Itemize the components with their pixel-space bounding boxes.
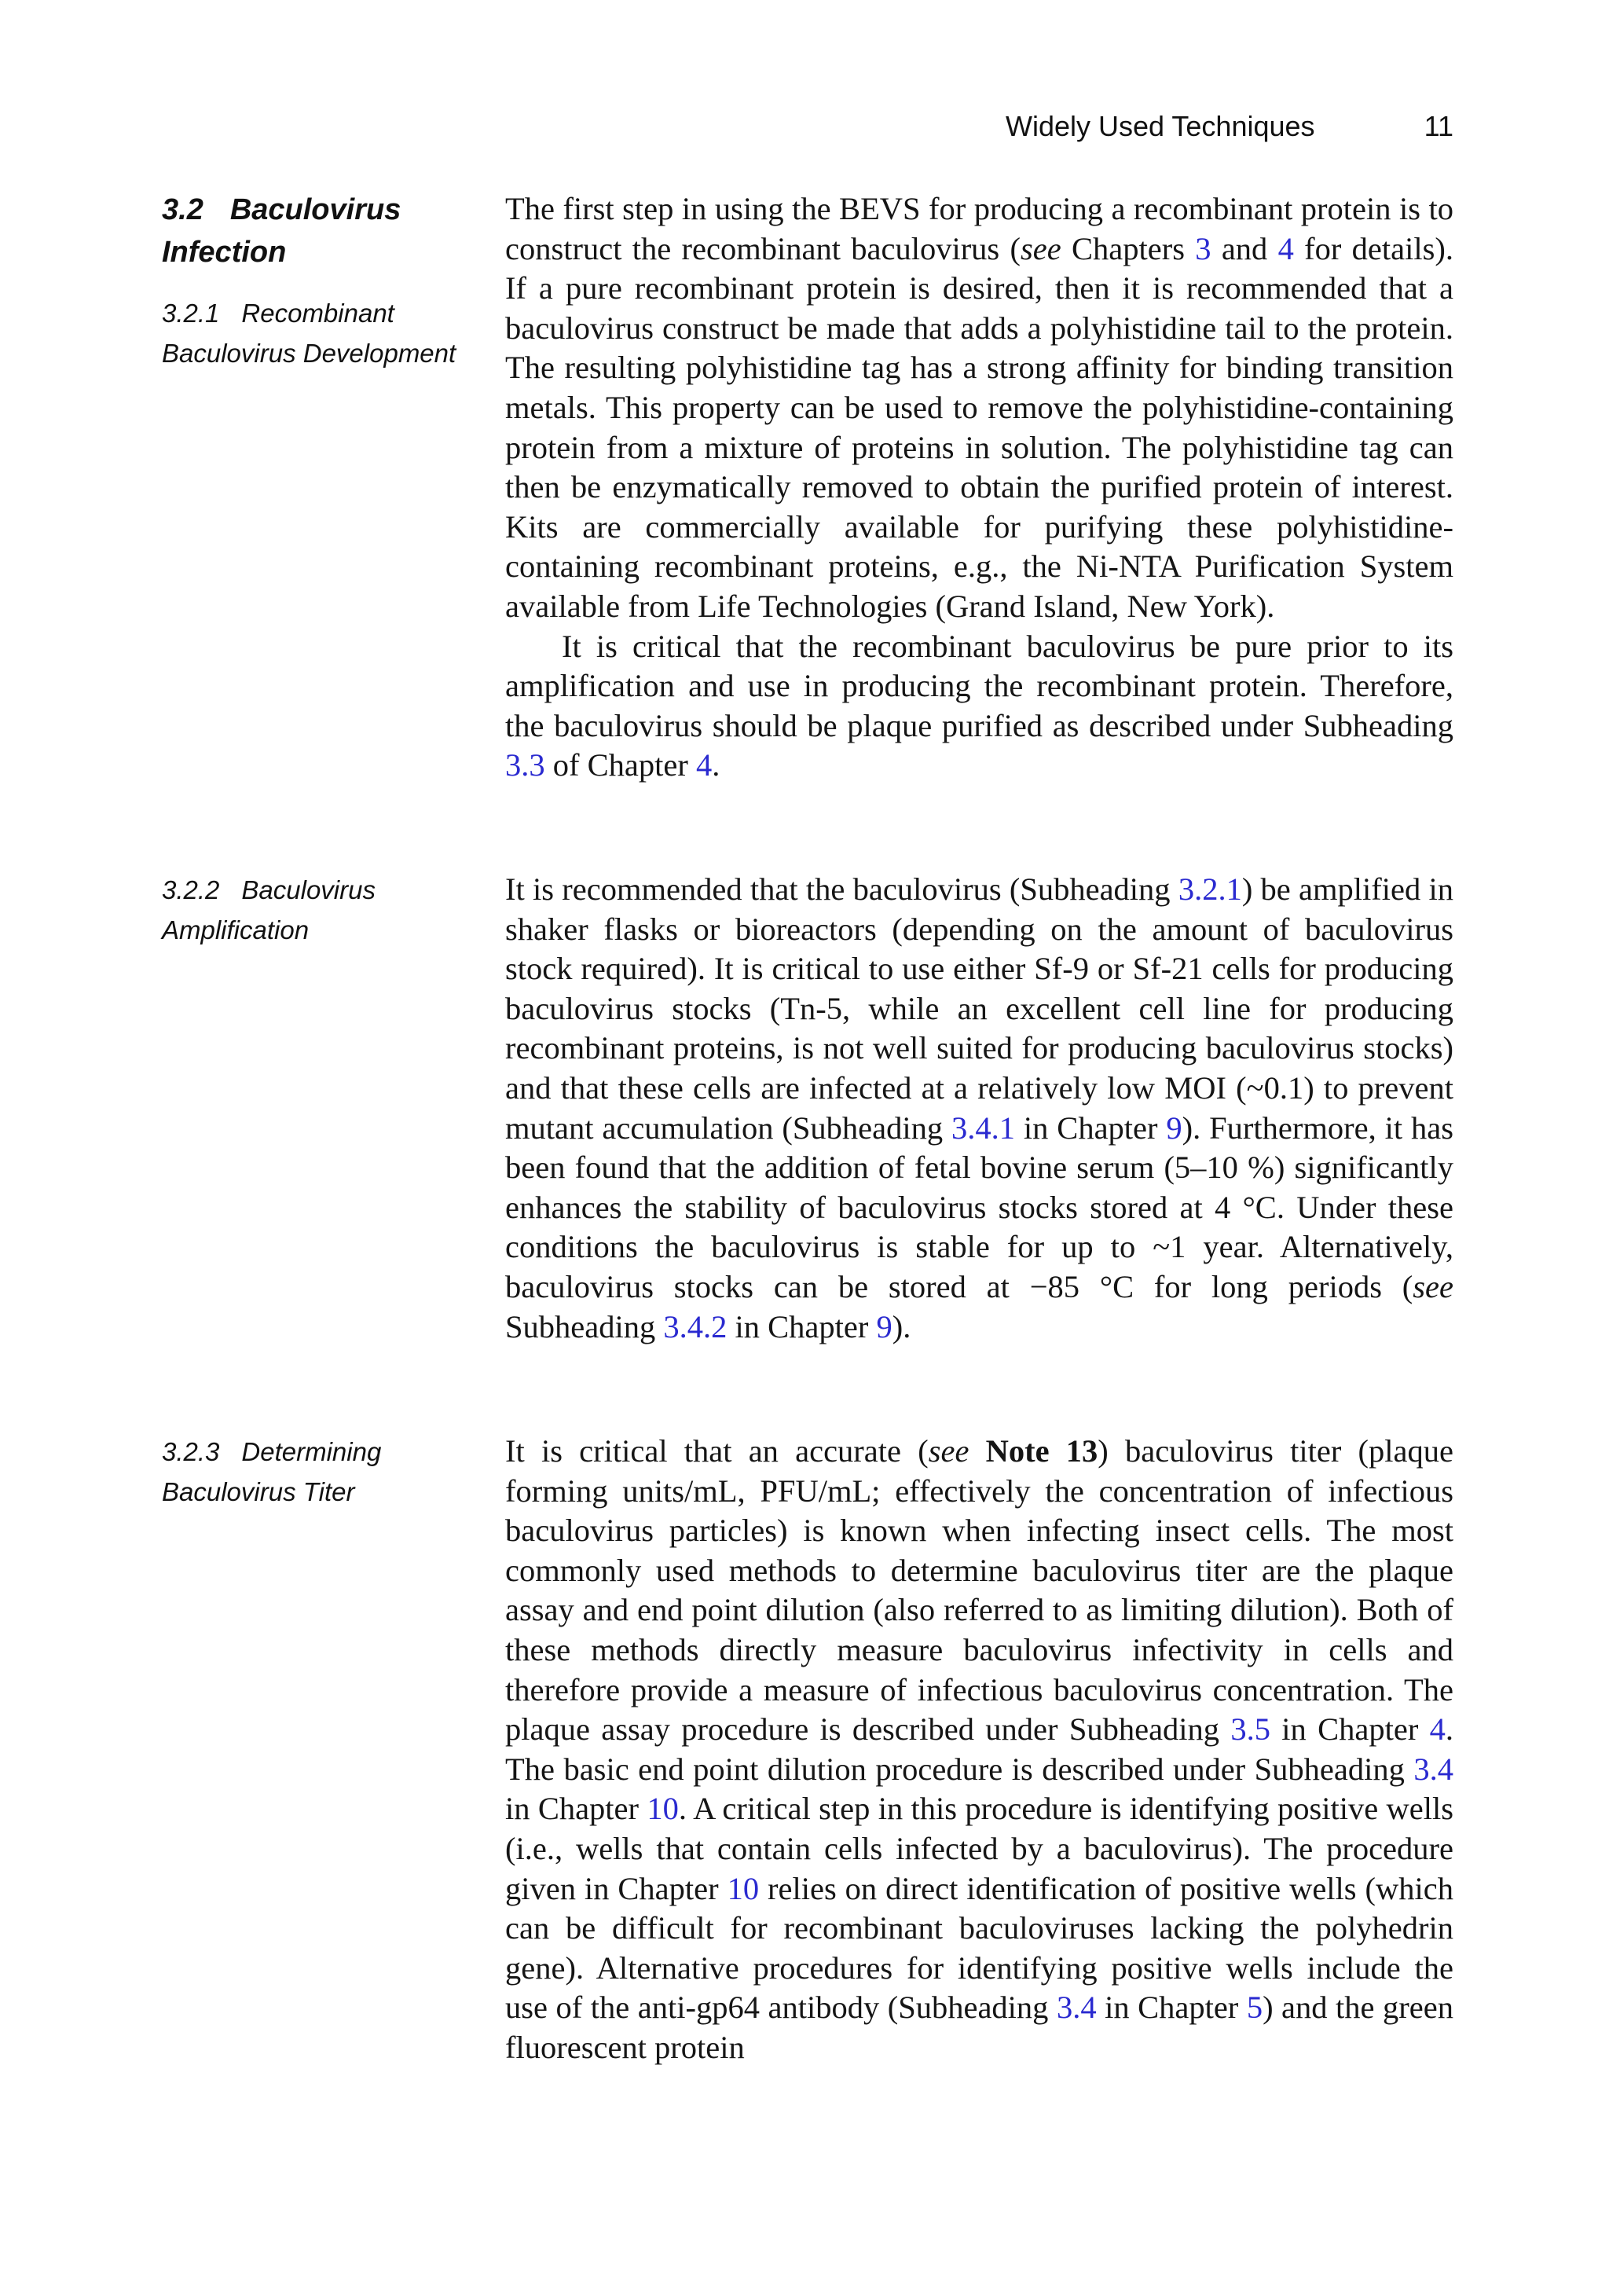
text-run: ). Furthermore, it has been found that the addition of fetal bovine serum (5–10 %) significantly enhances the stability of baculovirus stocks stored at 4 °C. Under these conditions the baculovirus is stable for up to ~1 year. Alternatively, baculovirus stocks can be stored at −85 °C for long periods ( xyxy=(505,1109,1453,1304)
heading-number: 3.2.2 xyxy=(162,875,220,904)
text-run: Subheading xyxy=(505,1308,664,1344)
page-number: 11 xyxy=(1424,110,1453,142)
text-run: . The basic end point dilution procedure is described under Subheading xyxy=(505,1711,1453,1787)
see-reference: see xyxy=(928,1433,969,1469)
subheading-link[interactable]: 3.4 xyxy=(1056,1990,1097,2026)
paragraph xyxy=(505,627,1453,786)
text-run: It is critical that the recombinant baculovirus be pure prior to its amplification and use in producing the recombinant protein. Therefore, the baculovirus should be plaque purified as described under Subheading xyxy=(505,628,1453,743)
heading-number: 3.2.1 xyxy=(162,299,220,328)
heading-3-2-2 xyxy=(162,870,460,950)
text-run: for details). If a pure recombinant protein is desired, then it is recommended that a baculovirus construct be made that adds a polyhistidine tail to the protein. The resulting polyhistidine tag has a strong affinity for binding transition metals. This property can be used to remove the polyhistidine-containing protein from a mixture of proteins in solution. The polyhistidine tag can then be enzymatically removed to obtain the purified protein of interest. Kits are commercially available for purifying these polyhistidine-containing recombinant proteins, e.g., the Ni-NTA Purification System available from Life Technologies (Grand Island, New York). xyxy=(505,230,1453,624)
heading-3-2 xyxy=(162,189,460,273)
text-run: in Chapter xyxy=(727,1308,877,1344)
note-reference[interactable]: Note 13 xyxy=(985,1433,1098,1469)
text-run: Chapters xyxy=(1061,230,1196,266)
text-run: relies on direct identification of positive wells (which can be difficult for recombinant baculoviruses lacking the polyhedrin gene). Alternative procedures for identifying positive wells include the use of the anti-gp64 antibody (Subheading xyxy=(505,1870,1453,2026)
chapter-link[interactable]: 10 xyxy=(647,1791,679,1827)
heading-title-cont: Baculovirus Titer xyxy=(162,1477,355,1506)
chapter-link[interactable]: 4 xyxy=(1277,230,1294,266)
chapter-link[interactable]: 4 xyxy=(1429,1711,1446,1748)
heading-title: Recombinant xyxy=(241,299,394,328)
chapter-link[interactable]: 9 xyxy=(1166,1109,1182,1146)
heading-title: Baculovirus xyxy=(229,193,401,226)
chapter-link[interactable]: 5 xyxy=(1246,1990,1263,2026)
text-run: ) baculovirus titer (plaque forming units/mL, PFU/mL; effectively the concentration of infectious baculovirus particles) is known when infecting insect cells. The most commonly used methods to determine baculovirus titer are the plaque assay and end point dilution (also referred to as limiting dilution). Both of these methods directly measure baculovirus infectivity in cells and therefore provide a measure of infectious baculovirus concentration. The plaque assay procedure is described under Subheading xyxy=(505,1433,1453,1748)
chapter-link[interactable]: 4 xyxy=(695,747,713,783)
heading-title-cont: Amplification xyxy=(162,915,310,944)
heading-3-2-3 xyxy=(162,1432,460,1512)
subheading-link[interactable]: 3.2.1 xyxy=(1178,871,1242,907)
text-run: . A critical step in this procedure is identifying positive wells (i.e., wells that contain cells infected by a baculovirus). The procedure given in Chapter xyxy=(505,1791,1454,1906)
see-reference: see xyxy=(1413,1268,1453,1304)
running-title: Widely Used Techniques xyxy=(1006,110,1315,142)
running-head xyxy=(1006,110,1453,143)
chapter-link[interactable]: 9 xyxy=(876,1308,892,1344)
text-run: ) be amplified in shaker flasks or bioreactors (depending on the amount of baculovirus stock required). It is critical to use either Sf-9 or Sf-21 cells for producing baculovirus stocks (Tn-5, while an excellent cell line for producing recombinant proteins, is not well suited for producing baculovirus stocks) and that these cells are infected at a relatively low MOI (~0.1) to prevent mutant accumulation (Subheading xyxy=(505,871,1453,1146)
heading-title-cont: Baculovirus Development xyxy=(162,339,456,368)
text-run: in Chapter xyxy=(1270,1711,1430,1748)
text-run: It is critical that an accurate ( xyxy=(505,1433,929,1469)
paragraph xyxy=(505,870,1453,1347)
heading-number: 3.2 xyxy=(162,193,203,226)
text-run: in Chapter xyxy=(1015,1109,1167,1146)
section-3-2-3-body xyxy=(505,1432,1453,2068)
subheading-link[interactable]: 3.4.2 xyxy=(663,1308,728,1344)
text-run: in Chapter xyxy=(1096,1990,1247,2026)
heading-number: 3.2.3 xyxy=(162,1437,220,1466)
text-run: The first step in using the BEVS for producing a recombinant protein is to construct the recombinant baculovirus ( xyxy=(505,191,1453,266)
subheading-link[interactable]: 3.4 xyxy=(1413,1751,1453,1787)
heading-title: Baculovirus xyxy=(241,875,376,904)
paragraph xyxy=(505,189,1453,627)
heading-title-cont: Infection xyxy=(162,236,287,269)
text-run: It is recommended that the baculovirus (Subheading xyxy=(505,871,1178,907)
section-3-2-1-body xyxy=(505,189,1453,786)
subheading-link[interactable]: 3.3 xyxy=(505,747,545,783)
see-reference: see xyxy=(1020,230,1061,266)
chapter-link[interactable]: 10 xyxy=(727,1870,760,1906)
subheading-link[interactable]: 3.4.1 xyxy=(951,1109,1016,1146)
text-run: of Chapter xyxy=(544,747,696,783)
text-run: ). xyxy=(892,1308,911,1344)
text-run: in Chapter xyxy=(505,1791,647,1827)
section-3-2-2-body xyxy=(505,870,1453,1347)
text-run: ) and the green fluorescent protein xyxy=(505,1990,1453,2065)
subheading-link[interactable]: 3.5 xyxy=(1230,1711,1270,1748)
text-run: and xyxy=(1211,230,1278,266)
heading-title: Determining xyxy=(241,1437,382,1466)
heading-3-2-1 xyxy=(162,293,460,373)
paragraph xyxy=(505,1432,1453,2068)
text-run: . xyxy=(712,747,720,783)
chapter-link[interactable]: 3 xyxy=(1195,230,1211,266)
